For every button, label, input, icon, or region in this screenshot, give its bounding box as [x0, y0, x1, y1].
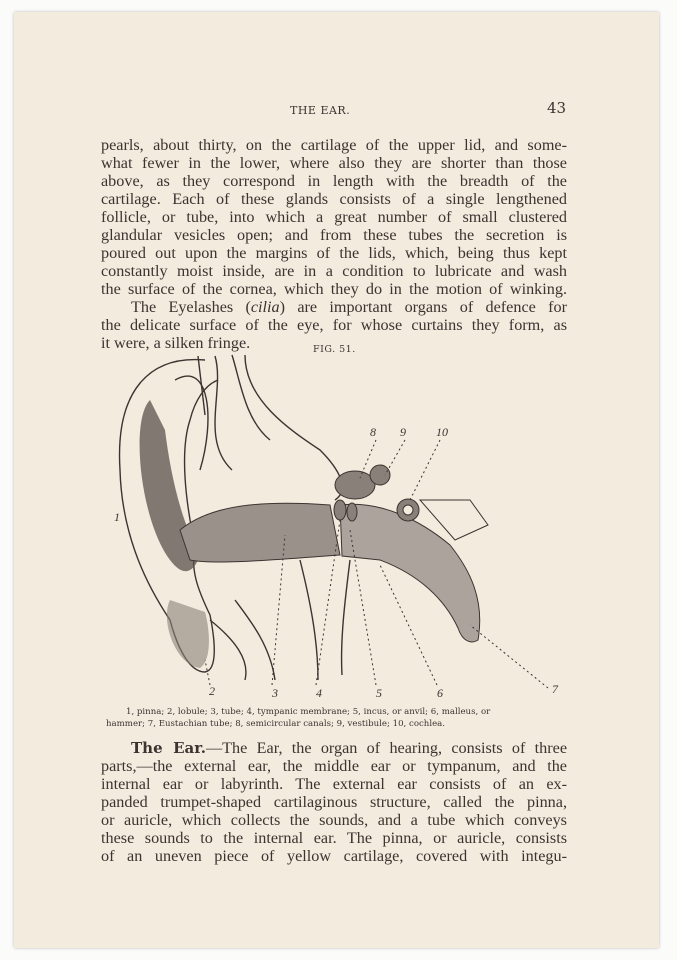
figure-label: 8: [370, 425, 376, 439]
figure-title: FIG. 51.: [313, 344, 356, 355]
figure-label: 2: [209, 684, 215, 698]
text-line: poured out upon the margins of the lids, which, being thus kept: [101, 244, 567, 262]
text-line: cartilage. Each of these glands consists of a single lengthened: [101, 190, 567, 208]
figure-label: 3: [272, 686, 278, 700]
text-line: constantly moist inside, are in a condition to lubricate and wash: [101, 262, 567, 280]
figure-label: 9: [400, 425, 406, 439]
text-line: [131, 739, 567, 757]
text-line: follicle, or tube, into which a great number of small clustered: [101, 208, 567, 226]
text: The Eyelashes (: [131, 298, 251, 316]
text-line: the surface of the cornea, which they do in the motion of winking.: [101, 280, 567, 298]
figure-label: 6: [437, 686, 443, 700]
running-head: THE EAR.: [290, 104, 351, 117]
page-number: 43: [547, 99, 567, 117]
text-line: panded trumpet-shaped cartilaginous structure, called the pinna,: [101, 793, 567, 811]
italic-term: cilia: [250, 298, 280, 316]
text-line: glandular vesicles open; and from these tubes the secretion is: [101, 226, 567, 244]
text: ) are important organs of defence for: [279, 298, 567, 316]
figure-label: 7: [552, 682, 558, 696]
figure-label: 1: [114, 510, 120, 524]
figure-caption-line: hammer; 7, Eustachian tube; 8, semicircular canals; 9, vestibule; 10, cochlea.: [106, 719, 446, 729]
text-line: of an uneven piece of yellow cartilage, covered with integu-: [101, 847, 567, 865]
text-line: these sounds to the internal ear. The pinna, or auricle, consists: [101, 829, 567, 847]
text-line: pearls, about thirty, on the cartilage of the upper lid, and some-: [101, 136, 567, 154]
text-line: it were, a silken fringe.: [101, 334, 251, 352]
text-line: parts,—the external ear, the middle ear or tympanum, and the: [101, 757, 567, 775]
text-line: above, as they correspond in length with the breadth of the: [101, 172, 567, 190]
section-heading: The Ear.: [131, 739, 206, 757]
figure-label: 4: [316, 686, 322, 700]
text-line: what fewer in the lower, where also they are shorter than those: [101, 154, 567, 172]
text-line: the delicate surface of the eye, for whose curtains they form, as: [101, 316, 567, 334]
figure-caption-line: 1, pinna; 2, lobule; 3, tube; 4, tympanic membrane; 5, incus, or anvil; 6, malleus, or: [126, 707, 491, 717]
figure-label: 5: [376, 686, 382, 700]
text: —The Ear, the organ of hearing, consists of three: [205, 739, 568, 757]
text-line: or auricle, which collects the sounds, and a tube which conveys: [101, 811, 567, 829]
text-line: internal ear or labyrinth. The external ear consists of an ex-: [101, 775, 567, 793]
figure-label: 10: [436, 425, 448, 439]
